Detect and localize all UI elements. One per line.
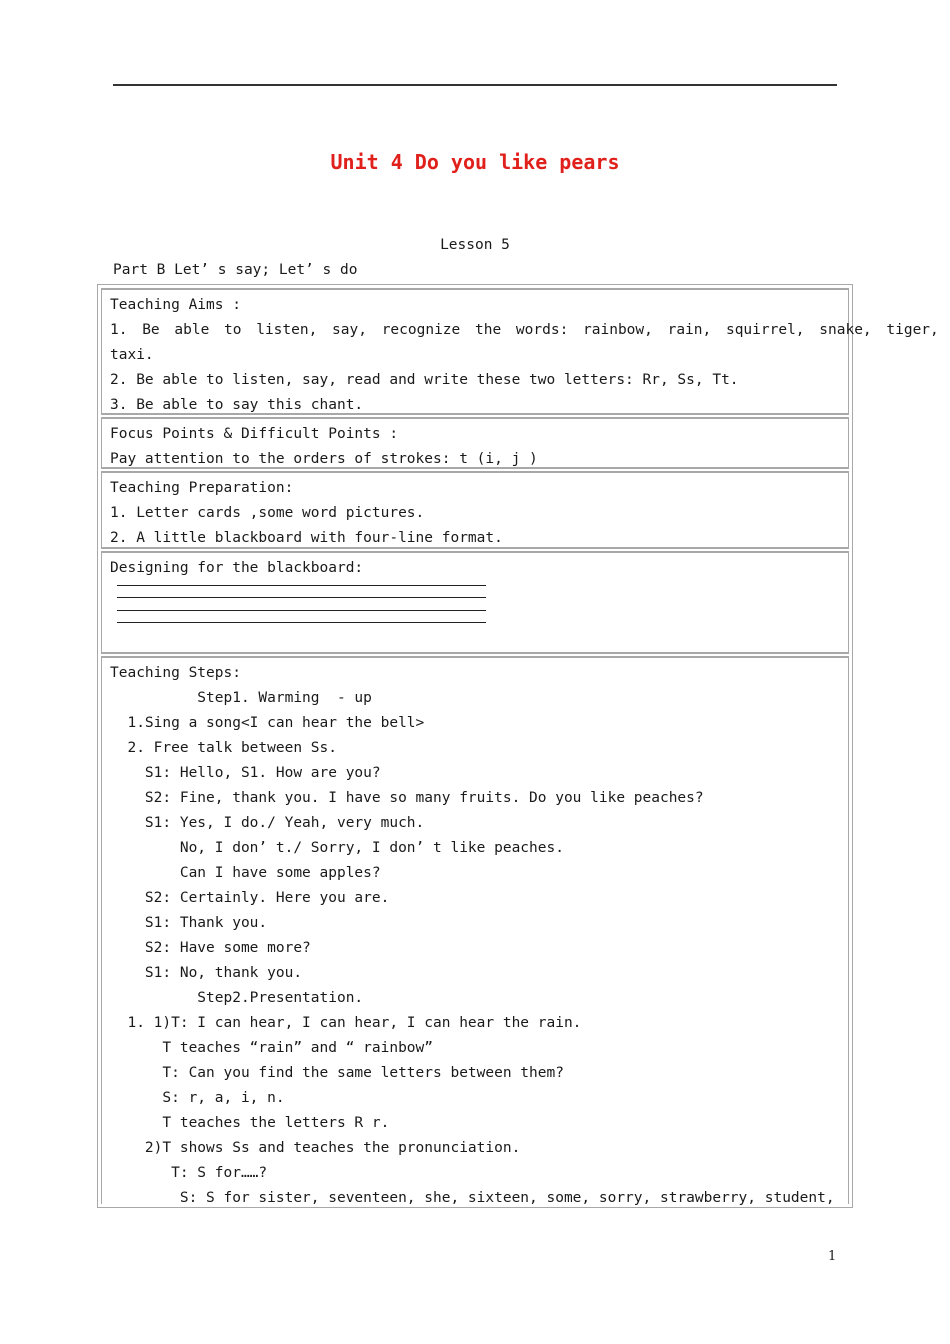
teaching-aims-cell	[101, 288, 939, 415]
page-title: Unit 4 Do you like pears	[330, 150, 620, 174]
steps-line: S: S for sister, seventeen, she, sixteen, some, sorry, strawberry, student,	[110, 1190, 835, 1206]
steps-line: Step1. Warming - up	[110, 690, 372, 706]
four-line-rule	[117, 585, 486, 586]
focus-line: Pay attention to the orders of strokes: t (i, j )	[110, 451, 538, 467]
steps-line: 2)T shows Ss and teaches the pronunciation.	[110, 1140, 521, 1156]
focus-points-cell	[101, 417, 849, 469]
steps-line: T teaches “rain” and “ rainbow”	[110, 1040, 434, 1056]
steps-line: T: S for……?	[110, 1165, 268, 1181]
steps-line: T teaches the letters R r.	[110, 1115, 390, 1131]
steps-line: No, I don’ t./ Sorry, I don’ t like peaches.	[110, 840, 564, 856]
steps-line: S1: Yes, I do./ Yeah, very much.	[110, 815, 425, 831]
four-line-rule	[117, 597, 486, 598]
teaching-steps-cell	[101, 656, 849, 1204]
steps-line: Can I have some apples?	[110, 865, 381, 881]
aims-line: 2. Be able to listen, say, read and write these two letters: Rr, Ss, Tt.	[110, 372, 739, 388]
page-number: 1	[828, 1249, 837, 1264]
focus-heading: Focus Points & Difficult Points :	[110, 426, 399, 442]
steps-line: S1: No, thank you.	[110, 965, 303, 981]
steps-line: S2: Certainly. Here you are.	[110, 890, 390, 906]
preparation-heading: Teaching Preparation:	[110, 480, 294, 496]
preparation-line: 2. A little blackboard with four-line format.	[110, 530, 503, 546]
steps-heading: Teaching Steps:	[110, 665, 241, 681]
aims-line: 1. Be able to listen, say, recognize the words: rainbow, rain, squirrel, snake, tiger,	[110, 322, 939, 338]
four-line-rule	[117, 622, 486, 623]
steps-line: S1: Hello, S1. How are you?	[110, 765, 381, 781]
steps-line: 2. Free talk between Ss.	[110, 740, 337, 756]
header-rule	[113, 84, 837, 86]
aims-line: taxi.	[110, 347, 154, 363]
steps-line: S2: Fine, thank you. I have so many fruits. Do you like peaches?	[110, 790, 704, 806]
part-label: Part B Let’ s say; Let’ s do	[113, 262, 358, 278]
blackboard-cell	[101, 551, 849, 654]
preparation-cell	[101, 471, 849, 549]
steps-line: 1. 1)T: I can hear, I can hear, I can hear the rain.	[110, 1015, 582, 1031]
four-line-rule	[117, 610, 486, 611]
aims-line: 3. Be able to say this chant.	[110, 397, 364, 413]
lesson-label: Lesson 5	[440, 237, 510, 253]
blackboard-heading: Designing for the blackboard:	[110, 560, 364, 576]
steps-line: S2: Have some more?	[110, 940, 311, 956]
preparation-line: 1. Letter cards ,some word pictures.	[110, 505, 425, 521]
steps-line: Step2.Presentation.	[110, 990, 364, 1006]
steps-line: 1.Sing a song<I can hear the bell>	[110, 715, 425, 731]
steps-line: S: r, a, i, n.	[110, 1090, 285, 1106]
steps-line: T: Can you find the same letters between them?	[110, 1065, 564, 1081]
aims-heading: Teaching Aims :	[110, 297, 241, 313]
steps-line: S1: Thank you.	[110, 915, 268, 931]
